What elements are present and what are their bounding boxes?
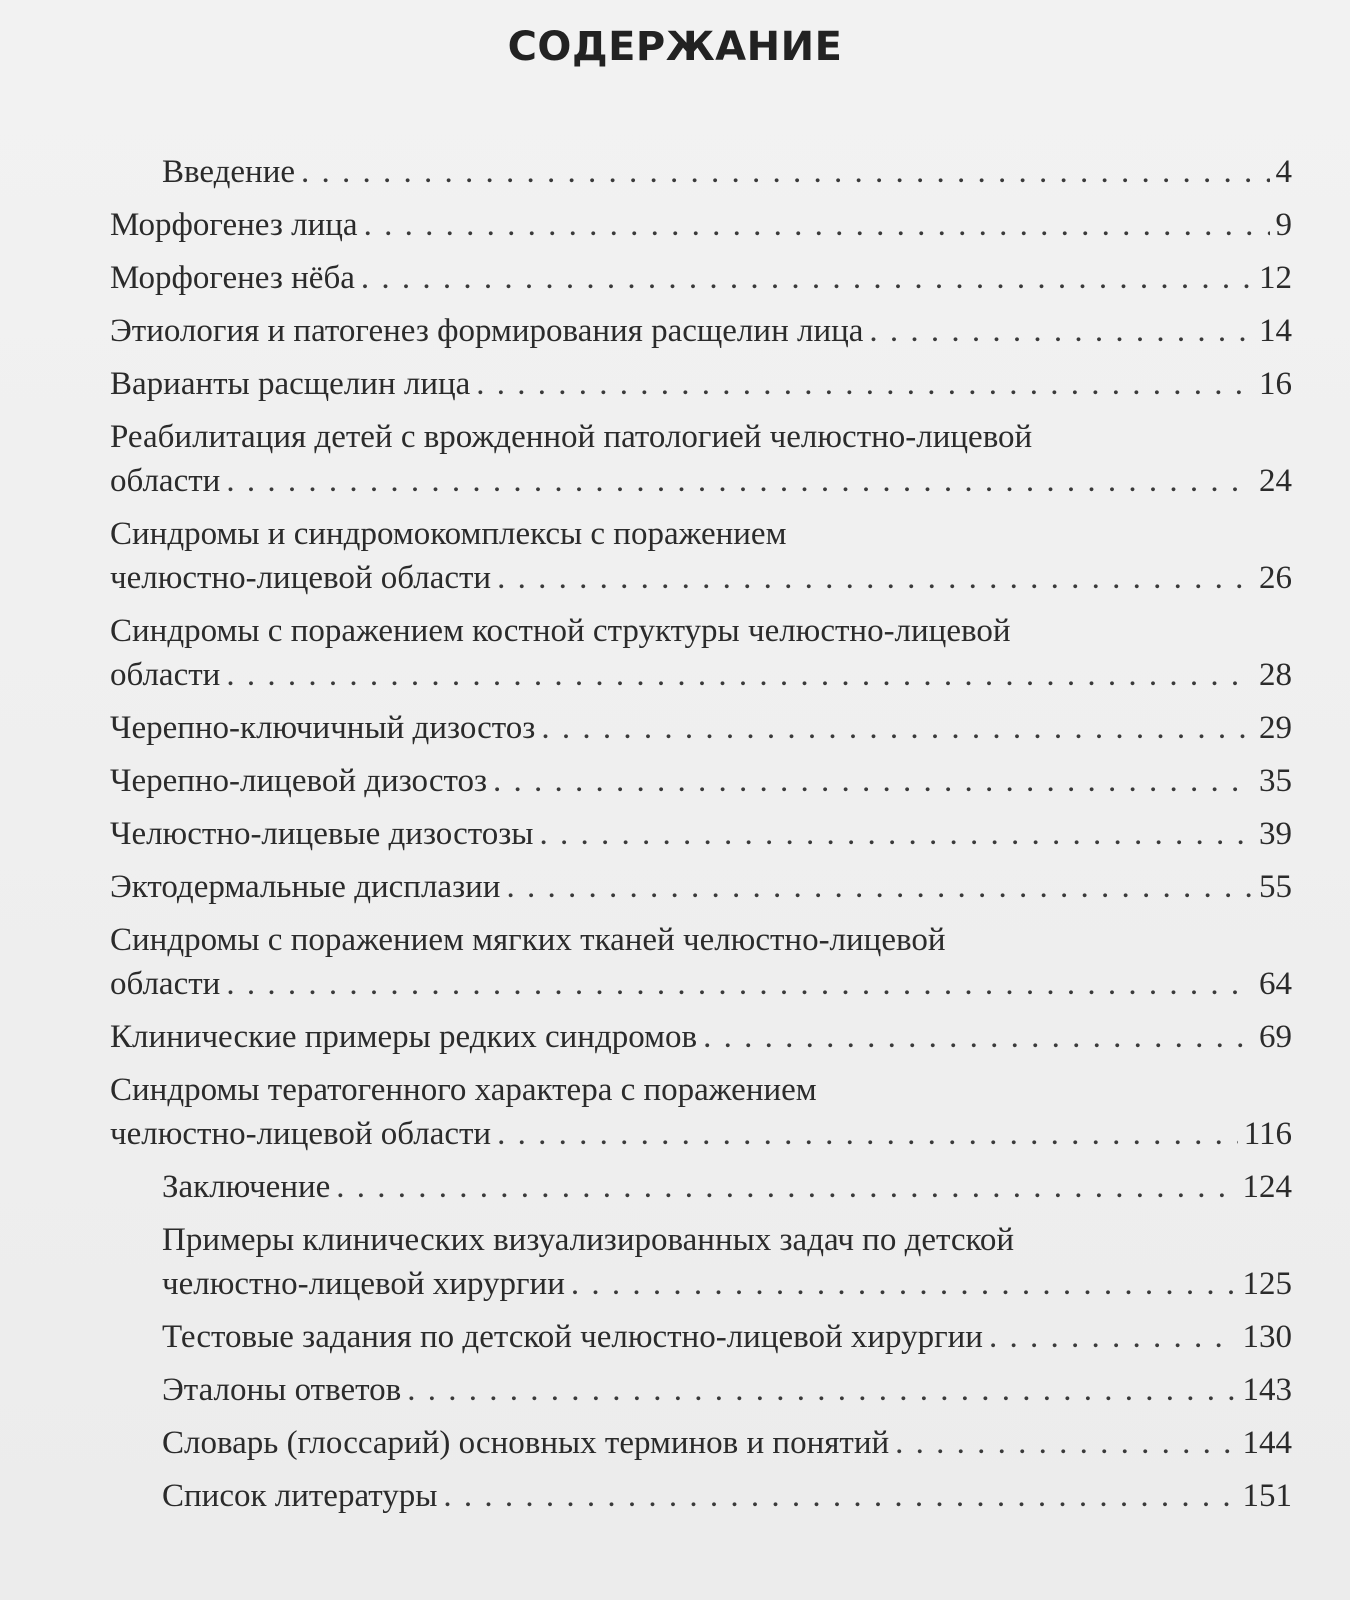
page-title: СОДЕРЖАНИЕ — [507, 24, 843, 70]
toc-entry-title: челюстно-лицевой области — [110, 560, 492, 596]
toc-page-number: 12 — [1259, 260, 1292, 296]
toc-entry-row — [110, 865, 1292, 909]
toc-entry-title: Этиология и патогенез формирования расщелин лица — [110, 313, 864, 349]
dot-leader — [443, 1474, 1236, 1518]
toc-entry-row — [162, 1315, 1292, 1359]
toc-entry-title: Клинические примеры редких синдромов — [110, 1019, 698, 1055]
toc-entry — [110, 609, 1292, 697]
toc-entry-row — [110, 459, 1292, 503]
toc-entry-title-line: Реабилитация детей с врожденной патологией челюстно-лицевой — [110, 419, 1033, 455]
toc-entry — [110, 759, 1292, 803]
toc-page-number: 55 — [1259, 869, 1292, 905]
toc-entry-row — [110, 203, 1292, 247]
toc-entry — [162, 1368, 1292, 1412]
toc-entry-row — [110, 309, 1292, 353]
dot-leader — [493, 759, 1253, 803]
toc-entry-title: Эктодермальные дисплазии — [110, 869, 501, 905]
dot-leader — [869, 309, 1253, 353]
toc-entry-title: Эталоны ответов — [162, 1372, 402, 1408]
dot-leader — [407, 1368, 1236, 1412]
toc-entry-title: Морфогенез нёба — [110, 260, 355, 296]
toc-entry-row — [162, 1421, 1292, 1465]
toc-entry-row — [162, 150, 1292, 194]
toc-entry — [162, 1218, 1292, 1306]
toc-entry-row — [162, 1368, 1292, 1412]
toc-entry-row — [110, 962, 1292, 1006]
toc-entry — [162, 1315, 1292, 1359]
toc-entry-title: Введение — [162, 154, 296, 190]
toc-page-number: 116 — [1243, 1116, 1292, 1152]
toc-page-number: 4 — [1275, 154, 1292, 190]
toc-entry — [162, 1474, 1292, 1518]
toc-entry — [162, 1421, 1292, 1465]
toc-entry-title: Словарь (глоссарий) основных терминов и понятий — [162, 1425, 890, 1461]
dot-leader — [301, 150, 1269, 194]
toc-entry-title-line: Синдромы с поражением костной структуры челюстно-лицевой — [110, 613, 1011, 649]
dot-leader — [571, 1262, 1237, 1306]
table-of-contents — [110, 150, 1292, 1527]
toc-entry-title: Заключение — [162, 1169, 331, 1205]
dot-leader — [226, 653, 1253, 697]
toc-page-number: 28 — [1259, 657, 1292, 693]
toc-entry-title: челюстно-лицевой хирургии — [162, 1266, 565, 1302]
dot-leader — [541, 706, 1253, 750]
toc-entry-row — [110, 653, 1292, 697]
toc-entry-title-line: Синдромы с поражением мягких тканей челюстно-лицевой — [110, 922, 946, 958]
toc-entry — [110, 865, 1292, 909]
toc-page-number: 124 — [1242, 1169, 1292, 1205]
dot-leader — [703, 1015, 1253, 1059]
toc-page-number: 130 — [1242, 1319, 1292, 1355]
toc-entry — [110, 918, 1292, 1006]
toc-entry-title: Черепно-ключичный дизостоз — [110, 710, 536, 746]
toc-page-number: 69 — [1259, 1019, 1292, 1055]
toc-entry — [110, 203, 1292, 247]
toc-entry-row — [162, 1474, 1292, 1518]
toc-entry-title: челюстно-лицевой области — [110, 1116, 492, 1152]
toc-entry-row — [110, 759, 1292, 803]
toc-entry-title-line: Синдромы тератогенного характера с поражением — [110, 1072, 817, 1108]
toc-entry-row — [110, 1015, 1292, 1059]
toc-entry-row — [110, 362, 1292, 406]
toc-page-number: 26 — [1259, 560, 1292, 596]
toc-page-number: 143 — [1242, 1372, 1292, 1408]
toc-entry — [110, 706, 1292, 750]
toc-entry — [110, 415, 1292, 503]
toc-entry-row — [162, 1262, 1292, 1306]
dot-leader — [989, 1315, 1237, 1359]
toc-entry — [110, 309, 1292, 353]
toc-entry — [110, 512, 1292, 600]
toc-entry-row — [110, 1112, 1292, 1156]
toc-entry-row — [110, 256, 1292, 300]
toc-page-number: 16 — [1259, 366, 1292, 402]
toc-entry-title: Челюстно-лицевые дизостозы — [110, 816, 534, 852]
toc-entry-title: области — [110, 966, 221, 1002]
toc-entry — [162, 150, 1292, 194]
toc-entry — [110, 812, 1292, 856]
dot-leader — [364, 203, 1270, 247]
dot-leader — [497, 1112, 1238, 1156]
dot-leader — [226, 962, 1253, 1006]
toc-entry-title: области — [110, 463, 221, 499]
toc-page-number: 125 — [1242, 1266, 1292, 1302]
toc-entry — [162, 1165, 1292, 1209]
toc-entry-row — [162, 1165, 1292, 1209]
toc-entry-row — [110, 556, 1292, 600]
toc-entry-title: Морфогенез лица — [110, 207, 358, 243]
dot-leader — [497, 556, 1253, 600]
toc-page-number: 144 — [1242, 1425, 1292, 1461]
toc-entry — [110, 1068, 1292, 1156]
toc-page-number: 14 — [1259, 313, 1292, 349]
toc-entry-title: Список литературы — [162, 1478, 438, 1514]
dot-leader — [506, 865, 1253, 909]
toc-entry-title: области — [110, 657, 221, 693]
toc-page-number: 9 — [1275, 207, 1292, 243]
toc-page-number: 24 — [1259, 463, 1292, 499]
dot-leader — [226, 459, 1253, 503]
toc-page-number: 35 — [1259, 763, 1292, 799]
toc-entry-row — [110, 706, 1292, 750]
toc-entry-title: Черепно-лицевой дизостоз — [110, 763, 488, 799]
dot-leader — [895, 1421, 1236, 1465]
toc-entry — [110, 362, 1292, 406]
dot-leader — [539, 812, 1253, 856]
toc-entry-title-line: Примеры клинических визуализированных задач по детской — [162, 1222, 1015, 1258]
toc-entry — [110, 256, 1292, 300]
toc-page-number: 39 — [1259, 816, 1292, 852]
toc-page-number: 29 — [1259, 710, 1292, 746]
dot-leader — [476, 362, 1253, 406]
toc-entry-row — [110, 812, 1292, 856]
dot-leader — [336, 1165, 1236, 1209]
toc-entry-title: Варианты расщелин лица — [110, 366, 471, 402]
dot-leader — [361, 256, 1253, 300]
toc-entry-title-line: Синдромы и синдромокомплексы с поражением — [110, 516, 787, 552]
toc-page-number: 64 — [1259, 966, 1292, 1002]
toc-entry — [110, 1015, 1292, 1059]
toc-entry-title: Тестовые задания по детской челюстно-лицевой хирургии — [162, 1319, 983, 1355]
toc-page-number: 151 — [1242, 1478, 1292, 1514]
